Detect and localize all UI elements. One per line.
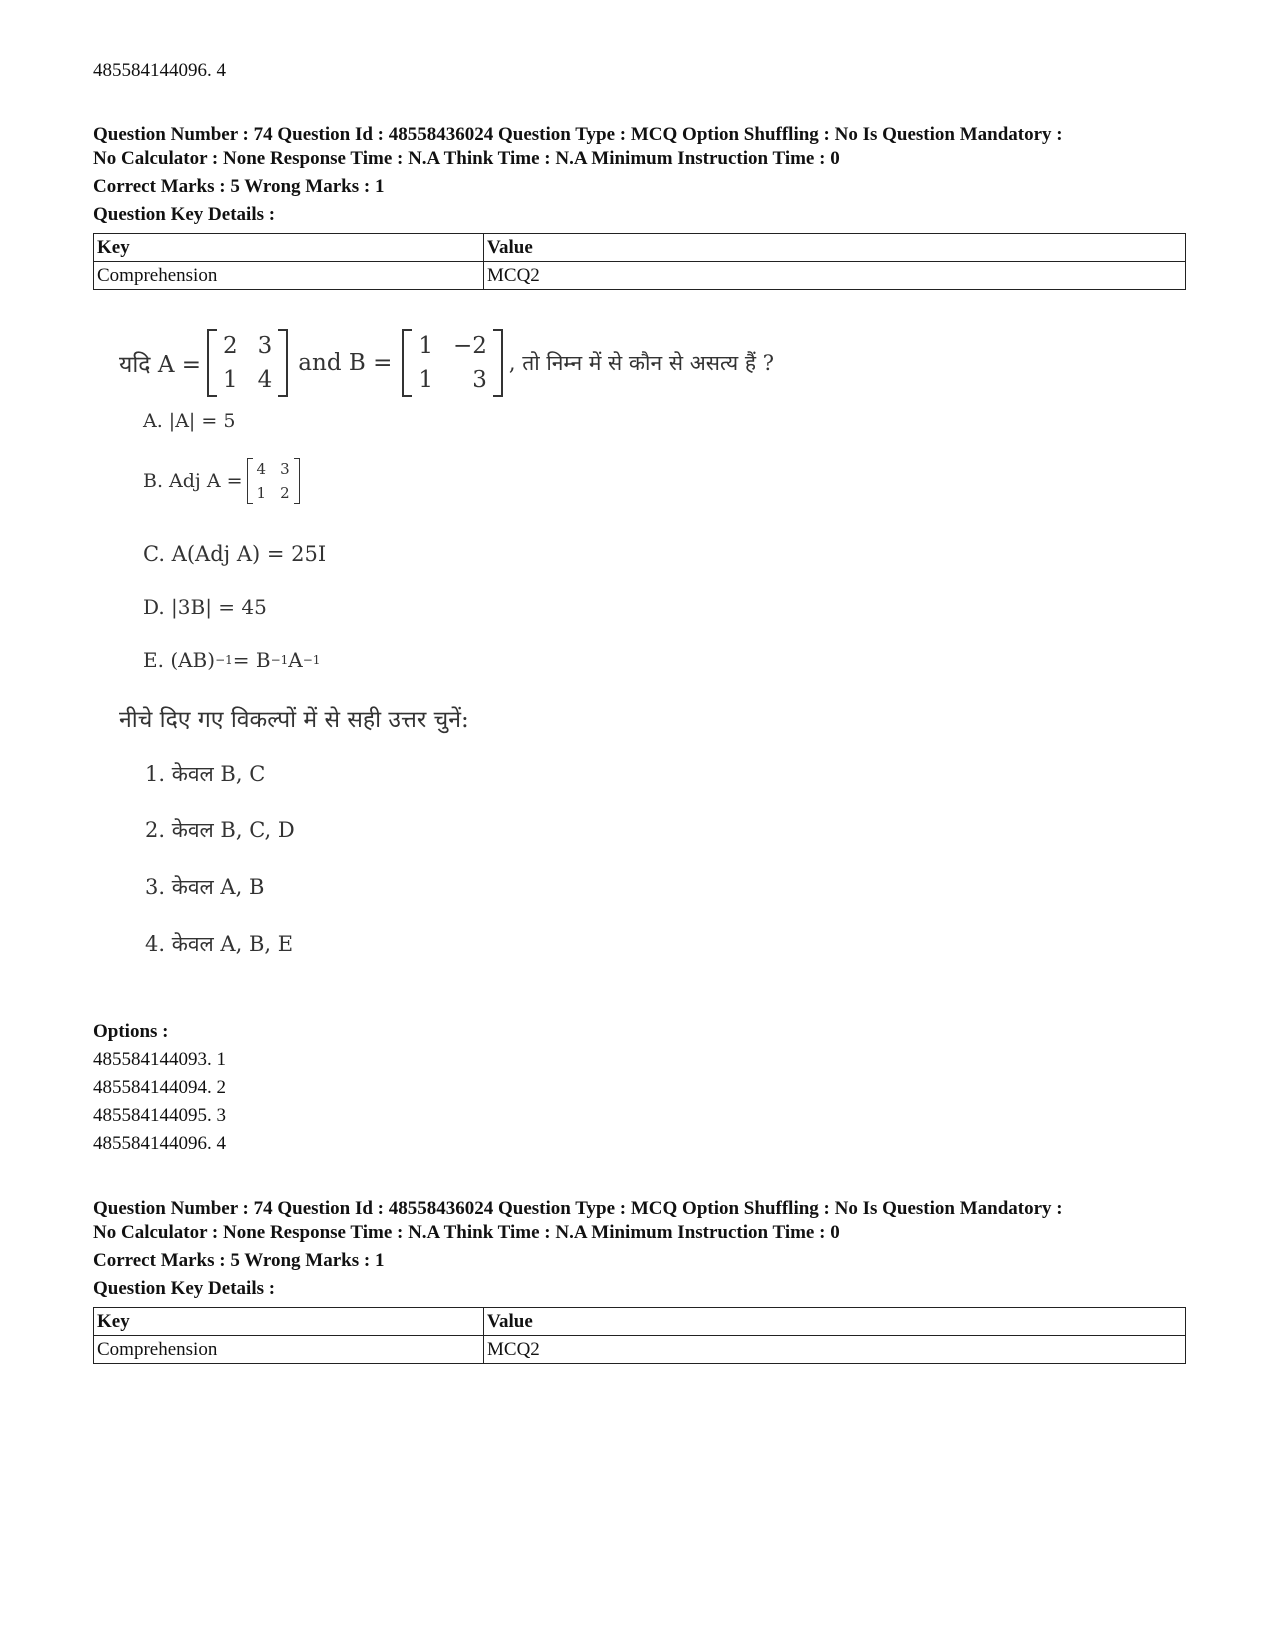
- matrix-a: [207, 329, 288, 397]
- bracket-right: [493, 329, 503, 397]
- matrix-a-cell: 2: [223, 333, 238, 359]
- choose-instruction: नीचे दिए गए विकल्पों में से सही उत्तर चुनें:: [119, 707, 469, 733]
- matrix-a-cell: 4: [257, 367, 273, 393]
- matrix-b-cell: 1: [418, 367, 433, 393]
- question-prefix: यदि A =: [119, 352, 202, 378]
- bracket-right: [278, 329, 288, 397]
- option-line: 485584144096. 4: [93, 1133, 226, 1154]
- options-label: Options :: [93, 1021, 169, 1042]
- table-cell-key: Comprehension: [94, 1336, 484, 1364]
- key-details-table: [93, 1307, 1186, 1364]
- answer-choice: 3. केवल A, B: [145, 875, 265, 899]
- statement-e-part: E. (AB): [143, 648, 216, 672]
- option-line: 485584144094. 2: [93, 1077, 226, 1098]
- bracket-right: [294, 458, 300, 504]
- matrix-adj-cell: 1: [256, 484, 267, 502]
- matrix-b: [402, 329, 503, 397]
- matrix-adj-cell: 3: [280, 460, 290, 478]
- question-meta-line-1: Question Number : 74 Question Id : 48558436024 Question Type : MCQ Option Shuffling : No Is Question Mandatory :: [93, 124, 1063, 145]
- statement-c: C. A(Adj A) = 25I: [143, 542, 327, 566]
- key-details-label: Question Key Details :: [93, 1278, 276, 1299]
- key-details-label: Question Key Details :: [93, 204, 276, 225]
- statement-a: A. |A| = 5: [143, 410, 236, 432]
- matrix-a-cell: 1: [223, 367, 238, 393]
- statement-e-part: = B: [232, 648, 271, 672]
- option-line: 485584144095. 3: [93, 1105, 226, 1126]
- matrix-adj-cell: 2: [280, 484, 290, 502]
- statement-b-prefix: B. Adj A =: [143, 470, 243, 492]
- statement-e-exponent: −1: [270, 653, 289, 667]
- statement-e-exponent: −1: [302, 653, 321, 667]
- table-header-value: Value: [484, 234, 1186, 262]
- table-header-key: Key: [94, 1308, 484, 1336]
- table-row: [94, 1336, 1186, 1364]
- question-statement: [119, 318, 774, 408]
- statement-e-part: A: [288, 648, 303, 672]
- option-line: 485584144093. 1: [93, 1049, 226, 1070]
- matrix-b-cell: −2: [452, 333, 487, 359]
- key-details-table: [93, 233, 1186, 290]
- matrix-adj-cell: 4: [256, 460, 267, 478]
- statement-e-exponent: −1: [215, 653, 233, 667]
- statement-e: [143, 648, 320, 672]
- answer-choice: 4. केवल A, B, E: [145, 932, 294, 956]
- question-meta-line-2: No Calculator : None Response Time : N.A Think Time : N.A Minimum Instruction Time : 0: [93, 148, 840, 169]
- matrix-b-cell: 1: [418, 333, 433, 359]
- matrix-a-cell: 3: [257, 333, 273, 359]
- matrix-adj: [247, 458, 300, 504]
- statement-d: D. |3B| = 45: [143, 595, 267, 619]
- answer-choice: 2. केवल B, C, D: [145, 818, 295, 842]
- bracket-left: [402, 329, 412, 397]
- question-content: [93, 318, 793, 1008]
- table-cell-key: Comprehension: [94, 262, 484, 290]
- table-row: [94, 262, 1186, 290]
- question-suffix: , तो निम्न में से कौन से असत्य हैं ?: [508, 351, 774, 375]
- table-header-key: Key: [94, 234, 484, 262]
- question-meta-line-2: No Calculator : None Response Time : N.A Think Time : N.A Minimum Instruction Time : 0: [93, 1222, 840, 1243]
- question-mid: and B =: [298, 350, 393, 376]
- statement-b: [143, 458, 306, 504]
- matrix-b-cell: 3: [472, 367, 487, 393]
- table-header-row: [94, 1308, 1186, 1336]
- table-cell-value: MCQ2: [484, 262, 1186, 290]
- table-header-row: [94, 234, 1186, 262]
- bracket-left: [207, 329, 217, 397]
- answer-choice: 1. केवल B, C: [145, 762, 266, 786]
- table-header-value: Value: [484, 1308, 1186, 1336]
- marks-line: Correct Marks : 5 Wrong Marks : 1: [93, 1250, 385, 1271]
- table-cell-value: MCQ2: [484, 1336, 1186, 1364]
- marks-line: Correct Marks : 5 Wrong Marks : 1: [93, 176, 385, 197]
- previous-option-line: 485584144096. 4: [93, 60, 226, 81]
- question-meta-line-1: Question Number : 74 Question Id : 48558436024 Question Type : MCQ Option Shuffling : No Is Question Mandatory :: [93, 1198, 1063, 1219]
